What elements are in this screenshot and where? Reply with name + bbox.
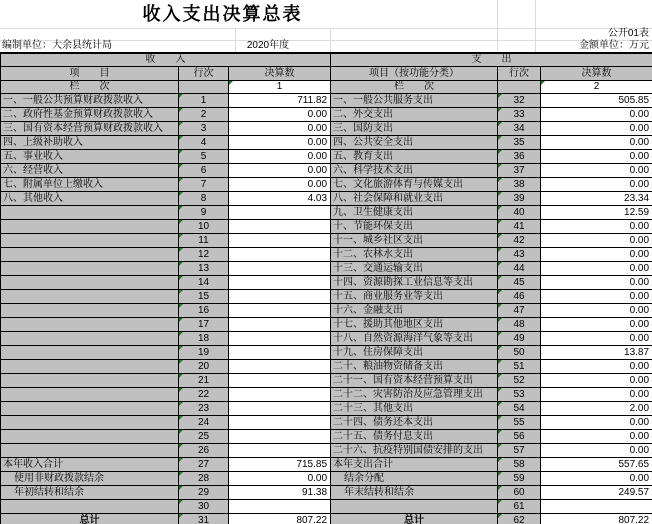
doc-number: 公开01表: [607, 28, 649, 39]
line-number-cell: 35: [498, 136, 541, 150]
line-number-cell: 4: [179, 136, 229, 150]
amount-cell: 0.00: [229, 122, 331, 136]
expenditure-column-header-row: [331, 67, 652, 81]
item-cell: [1, 402, 179, 416]
item-cell: [1, 234, 179, 248]
line-number-cell: 18: [179, 332, 229, 346]
amount-cell: 12.59: [541, 206, 652, 220]
item-cell: [1, 416, 179, 430]
amount-cell: 0.00: [541, 248, 652, 262]
amount-cell: 0.00: [541, 388, 652, 402]
item-cell: [1, 318, 179, 332]
line-number-cell: 40: [498, 206, 541, 220]
table-row: [331, 248, 652, 262]
line-number-cell: 13: [179, 262, 229, 276]
meta-row: [0, 40, 652, 52]
line-number-cell: 37: [498, 164, 541, 178]
amount-cell: [229, 444, 331, 458]
line-number-cell: 55: [498, 416, 541, 430]
amount-cell: 0.00: [541, 136, 652, 150]
item-cell: [1, 430, 179, 444]
line-number-cell: 10: [179, 220, 229, 234]
income-line-header: 行次: [179, 67, 229, 81]
item-cell: [1, 374, 179, 388]
item-cell: [331, 500, 498, 514]
item-cell: [1, 346, 179, 360]
income-column-number: 1: [229, 81, 331, 94]
amount-cell: 0.00: [229, 108, 331, 122]
line-number-cell: 7: [179, 178, 229, 192]
table-row: [331, 164, 652, 178]
amount-cell: [229, 262, 331, 276]
amount-cell: 13.87: [541, 346, 652, 360]
amount-cell: 0.00: [541, 416, 652, 430]
amount-cell: [229, 416, 331, 430]
main-tables: [0, 52, 652, 524]
table-row: [331, 192, 652, 206]
item-cell: 二、外交支出: [331, 108, 498, 122]
item-cell: 二十一、国有资本经营预算支出: [331, 374, 498, 388]
table-row: [1, 346, 331, 360]
table-row: [331, 122, 652, 136]
item-cell: 三、国防支出: [331, 122, 498, 136]
table-row: [331, 234, 652, 248]
income-amount-header: 决算数: [229, 67, 331, 81]
amount-cell: 0.00: [229, 136, 331, 150]
table-row: [1, 486, 331, 500]
line-number-cell: 2: [179, 108, 229, 122]
item-cell: [1, 248, 179, 262]
table-row: [1, 514, 331, 524]
expenditure-lanci-blank: [498, 81, 541, 94]
fiscal-year: 2020年度: [246, 40, 290, 51]
amount-cell: 0.00: [541, 360, 652, 374]
table-row: [1, 276, 331, 290]
line-number-cell: 43: [498, 248, 541, 262]
item-cell: 八、社会保障和就业支出: [331, 192, 498, 206]
amount-cell: [229, 248, 331, 262]
table-row: [331, 94, 652, 108]
line-number-cell: 23: [179, 402, 229, 416]
table-row: [331, 136, 652, 150]
line-number-cell: 59: [498, 472, 541, 486]
amount-cell: 557.65: [541, 458, 652, 472]
line-number-cell: 60: [498, 486, 541, 500]
item-cell: [1, 276, 179, 290]
line-number-cell: 49: [498, 332, 541, 346]
amount-cell: 0.00: [229, 150, 331, 164]
sheet-top-header: [0, 0, 652, 52]
amount-cell: 715.85: [229, 458, 331, 472]
line-number-cell: 51: [498, 360, 541, 374]
table-row: [331, 276, 652, 290]
item-cell: 十八、自然资源海洋气象等支出: [331, 332, 498, 346]
item-cell: 七、文化旅游体育与传媒支出: [331, 178, 498, 192]
line-number-cell: 27: [179, 458, 229, 472]
table-row: [1, 416, 331, 430]
item-cell: [1, 220, 179, 234]
line-number-cell: 9: [179, 206, 229, 220]
page-title: 收入支出决算总表: [142, 4, 303, 24]
amount-cell: 0.00: [541, 318, 652, 332]
item-cell: 一、一般公共预算财政拨款收入: [1, 94, 179, 108]
line-number-cell: 22: [179, 388, 229, 402]
line-number-cell: 21: [179, 374, 229, 388]
item-cell: [1, 290, 179, 304]
line-number-cell: 17: [179, 318, 229, 332]
table-row: [1, 206, 331, 220]
amount-cell: [229, 374, 331, 388]
item-cell: 总计: [1, 514, 179, 524]
income-lanci-blank: [179, 81, 229, 94]
line-number-cell: 8: [179, 192, 229, 206]
amount-cell: 23.34: [541, 192, 652, 206]
table-row: [1, 360, 331, 374]
item-cell: 二十六、抗疫特别国债安排的支出: [331, 444, 498, 458]
table-row: [1, 332, 331, 346]
table-row: [1, 122, 331, 136]
income-banner-row: [1, 53, 331, 67]
table-row: [1, 136, 331, 150]
line-number-cell: 25: [179, 430, 229, 444]
amount-cell: 0.00: [229, 472, 331, 486]
amount-cell: 807.22: [229, 514, 331, 524]
table-row: [331, 150, 652, 164]
line-number-cell: 62: [498, 514, 541, 524]
table-row: [1, 262, 331, 276]
item-cell: [1, 500, 179, 514]
item-cell: 三、国有资本经营预算财政拨款收入: [1, 122, 179, 136]
expenditure-lanci-label: 栏 次: [331, 81, 498, 94]
table-row: [331, 178, 652, 192]
amount-cell: 0.00: [541, 164, 652, 178]
item-cell: 结余分配: [331, 472, 498, 486]
line-number-cell: 29: [179, 486, 229, 500]
line-number-cell: 54: [498, 402, 541, 416]
line-number-cell: 3: [179, 122, 229, 136]
line-number-cell: 61: [498, 500, 541, 514]
table-row: [1, 248, 331, 262]
table-row: [331, 360, 652, 374]
line-number-cell: 48: [498, 318, 541, 332]
amount-cell: [541, 500, 652, 514]
table-row: [1, 458, 331, 472]
item-cell: 本年支出合计: [331, 458, 498, 472]
item-cell: 总计: [331, 514, 498, 524]
line-number-cell: 56: [498, 430, 541, 444]
line-number-cell: 57: [498, 444, 541, 458]
table-row: [331, 290, 652, 304]
income-lanci-row: [1, 81, 331, 94]
amount-cell: 2.00: [541, 402, 652, 416]
item-cell: 使用非财政拨款结余: [1, 472, 179, 486]
item-cell: 十四、资源勘探工业信息等支出: [331, 276, 498, 290]
line-number-cell: 6: [179, 164, 229, 178]
line-number-cell: 45: [498, 276, 541, 290]
table-row: [331, 304, 652, 318]
line-number-cell: 53: [498, 388, 541, 402]
item-cell: 十三、交通运输支出: [331, 262, 498, 276]
line-number-cell: 5: [179, 150, 229, 164]
line-number-cell: 41: [498, 220, 541, 234]
amount-cell: [229, 500, 331, 514]
item-cell: 十七、援助其他地区支出: [331, 318, 498, 332]
line-number-cell: 20: [179, 360, 229, 374]
amount-cell: 91.38: [229, 486, 331, 500]
table-row: [331, 374, 652, 388]
item-cell: 二、政府性基金预算财政拨款收入: [1, 108, 179, 122]
amount-cell: 0.00: [541, 178, 652, 192]
amount-cell: 0.00: [541, 276, 652, 290]
item-cell: [1, 206, 179, 220]
amount-cell: 807.22: [541, 514, 652, 524]
table-row: [1, 94, 331, 108]
table-row: [1, 472, 331, 486]
amount-cell: 505.85: [541, 94, 652, 108]
item-cell: 五、教育支出: [331, 150, 498, 164]
income-lanci-label: 栏 次: [1, 81, 179, 94]
item-cell: 四、公共安全支出: [331, 136, 498, 150]
expenditure-column-number: 2: [541, 81, 652, 94]
table-row: [1, 108, 331, 122]
table-row: [1, 220, 331, 234]
item-cell: [1, 332, 179, 346]
amount-cell: 0.00: [541, 304, 652, 318]
amount-cell: [229, 276, 331, 290]
line-number-cell: 15: [179, 290, 229, 304]
line-number-cell: 46: [498, 290, 541, 304]
amount-cell: [229, 388, 331, 402]
line-number-cell: 36: [498, 150, 541, 164]
item-cell: 二十四、债务还本支出: [331, 416, 498, 430]
amount-cell: 0.00: [541, 234, 652, 248]
item-cell: 二十、粮油物资储备支出: [331, 360, 498, 374]
line-number-cell: 38: [498, 178, 541, 192]
line-number-cell: 1: [179, 94, 229, 108]
item-cell: 二十二、灾害防治及应急管理支出: [331, 388, 498, 402]
amount-cell: [229, 402, 331, 416]
line-number-cell: 39: [498, 192, 541, 206]
item-cell: 九、卫生健康支出: [331, 206, 498, 220]
expenditure-amount-header: 决算数: [541, 67, 652, 81]
expenditure-banner-row: [331, 53, 652, 67]
item-cell: [1, 262, 179, 276]
expenditure-banner: 支 出: [331, 53, 652, 67]
table-row: [331, 500, 652, 514]
amount-cell: [229, 290, 331, 304]
expenditure-table: [330, 52, 652, 524]
table-row: [331, 388, 652, 402]
preparing-unit: 编制单位：大余县统计局: [2, 40, 112, 51]
table-row: [1, 290, 331, 304]
item-cell: 五、事业收入: [1, 150, 179, 164]
table-row: [331, 514, 652, 524]
table-row: [331, 346, 652, 360]
item-cell: [1, 304, 179, 318]
item-cell: 六、科学技术支出: [331, 164, 498, 178]
table-row: [1, 402, 331, 416]
table-row: [331, 220, 652, 234]
table-row: [1, 178, 331, 192]
table-row: [1, 192, 331, 206]
line-number-cell: 26: [179, 444, 229, 458]
amount-cell: 0.00: [229, 178, 331, 192]
amount-cell: 249.57: [541, 486, 652, 500]
item-cell: 十九、住房保障支出: [331, 346, 498, 360]
amount-cell: 0.00: [541, 472, 652, 486]
table-row: [331, 472, 652, 486]
amount-cell: 0.00: [541, 332, 652, 346]
income-item-header: 项 目: [1, 67, 179, 81]
table-row: [331, 318, 652, 332]
line-number-cell: 50: [498, 346, 541, 360]
amount-cell: [229, 206, 331, 220]
item-cell: 一、一般公共服务支出: [331, 94, 498, 108]
expenditure-line-header: 行次: [498, 67, 541, 81]
line-number-cell: 52: [498, 374, 541, 388]
table-row: [1, 164, 331, 178]
table-row: [331, 402, 652, 416]
table-row: [1, 430, 331, 444]
table-row: [331, 486, 652, 500]
income-banner: 收 入: [1, 53, 331, 67]
item-cell: 二十五、债务付息支出: [331, 430, 498, 444]
line-number-cell: 24: [179, 416, 229, 430]
table-row: [1, 388, 331, 402]
item-cell: 八、其他收入: [1, 192, 179, 206]
income-table: [0, 52, 331, 524]
line-number-cell: 16: [179, 304, 229, 318]
item-cell: 本年收入合计: [1, 458, 179, 472]
table-row: [1, 304, 331, 318]
amount-cell: 0.00: [541, 430, 652, 444]
item-cell: 六、经营收入: [1, 164, 179, 178]
item-cell: [1, 444, 179, 458]
amount-cell: 0.00: [541, 262, 652, 276]
amount-cell: 0.00: [541, 290, 652, 304]
line-number-cell: 33: [498, 108, 541, 122]
item-cell: 十五、商业服务业等支出: [331, 290, 498, 304]
amount-cell: 0.00: [541, 220, 652, 234]
amount-cell: 0.00: [541, 108, 652, 122]
table-row: [1, 500, 331, 514]
amount-cell: [229, 430, 331, 444]
line-number-cell: 28: [179, 472, 229, 486]
item-cell: 十二、农林水支出: [331, 248, 498, 262]
item-cell: [1, 360, 179, 374]
item-cell: [1, 388, 179, 402]
item-cell: 四、上级补助收入: [1, 136, 179, 150]
gridline: [0, 28, 652, 29]
expenditure-item-header: 项目（按功能分类）: [331, 67, 498, 81]
amount-cell: 711.82: [229, 94, 331, 108]
amount-unit: 金额单位：万元: [579, 40, 649, 51]
table-row: [331, 108, 652, 122]
item-cell: 十、节能环保支出: [331, 220, 498, 234]
line-number-cell: 19: [179, 346, 229, 360]
line-number-cell: 34: [498, 122, 541, 136]
line-number-cell: 32: [498, 94, 541, 108]
line-number-cell: 12: [179, 248, 229, 262]
item-cell: 年初结转和结余: [1, 486, 179, 500]
amount-cell: [229, 318, 331, 332]
table-row: [1, 150, 331, 164]
line-number-cell: 58: [498, 458, 541, 472]
line-number-cell: 31: [179, 514, 229, 524]
amount-cell: 0.00: [541, 444, 652, 458]
item-cell: 二十三、其他支出: [331, 402, 498, 416]
line-number-cell: 30: [179, 500, 229, 514]
line-number-cell: 44: [498, 262, 541, 276]
expenditure-lanci-row: [331, 81, 652, 94]
line-number-cell: 14: [179, 276, 229, 290]
table-row: [1, 318, 331, 332]
item-cell: 七、附属单位上缴收入: [1, 178, 179, 192]
line-number-cell: 11: [179, 234, 229, 248]
amount-cell: 0.00: [541, 122, 652, 136]
item-cell: 十六、金融支出: [331, 304, 498, 318]
table-row: [1, 374, 331, 388]
amount-cell: [229, 332, 331, 346]
line-number-cell: 42: [498, 234, 541, 248]
amount-cell: 0.00: [541, 374, 652, 388]
income-column-header-row: [1, 67, 331, 81]
table-row: [1, 234, 331, 248]
table-row: [1, 444, 331, 458]
table-row: [331, 458, 652, 472]
line-number-cell: 47: [498, 304, 541, 318]
amount-cell: 4.03: [229, 192, 331, 206]
table-row: [331, 430, 652, 444]
table-row: [331, 206, 652, 220]
item-cell: 十一、城乡社区支出: [331, 234, 498, 248]
amount-cell: 0.00: [229, 164, 331, 178]
table-row: [331, 332, 652, 346]
amount-cell: [229, 234, 331, 248]
table-row: [331, 444, 652, 458]
amount-cell: [229, 304, 331, 318]
amount-cell: [229, 346, 331, 360]
amount-cell: 0.00: [541, 150, 652, 164]
item-cell: 年末结转和结余: [331, 486, 498, 500]
amount-cell: [229, 360, 331, 374]
table-row: [331, 262, 652, 276]
amount-cell: [229, 220, 331, 234]
table-row: [331, 416, 652, 430]
